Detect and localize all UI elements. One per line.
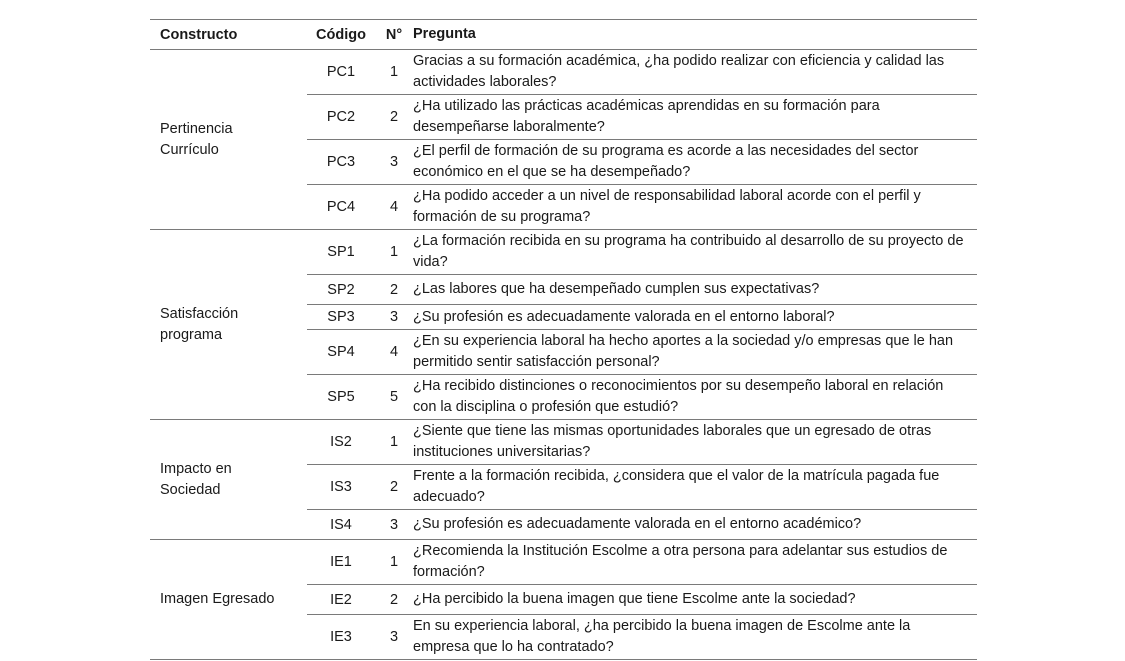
numero-cell: 3 — [375, 305, 413, 330]
pregunta-cell — [413, 585, 977, 615]
pregunta-cell — [413, 50, 977, 95]
codigo-cell: IE3 — [307, 615, 375, 660]
constructo-label: Impacto en Sociedad — [160, 460, 232, 498]
header-row — [150, 20, 977, 50]
codigo-cell: SP1 — [307, 230, 375, 275]
pregunta-cell — [413, 275, 977, 305]
pregunta-cell — [413, 540, 977, 585]
header-numero: N° — [385, 26, 403, 43]
pregunta-cell — [413, 375, 977, 420]
codigo-cell: SP3 — [307, 305, 375, 330]
pregunta-text: ¿Ha podido acceder a un nivel de responsabilidad laboral acorde con el perfil y formación de su programa? — [413, 188, 921, 225]
numero-cell: 5 — [375, 375, 413, 420]
pregunta-text: ¿Siente que tiene las mismas oportunidades laborales que un egresado de otras instituciones universitarias? — [413, 423, 932, 460]
codigo-cell: IE1 — [307, 540, 375, 585]
pregunta-cell — [413, 230, 977, 275]
codigo-cell: SP5 — [307, 375, 375, 420]
codigo-cell: PC3 — [307, 140, 375, 185]
codigo-cell: IS3 — [307, 465, 375, 510]
pregunta-cell — [413, 465, 977, 510]
constructo-cell — [150, 230, 307, 420]
codigo-cell: IE2 — [307, 585, 375, 615]
numero-cell: 4 — [375, 185, 413, 230]
header-constructo: Constructo — [160, 26, 238, 43]
numero-cell: 4 — [375, 330, 413, 375]
pregunta-cell — [413, 305, 977, 330]
constructo-cell — [150, 540, 307, 660]
numero-cell: 2 — [375, 95, 413, 140]
pregunta-text: ¿Ha percibido la buena imagen que tiene Escolme ante la sociedad? — [413, 591, 856, 607]
pregunta-text: Gracias a su formación académica, ¿ha podido realizar con eficiencia y calidad las actividades laborales? — [413, 53, 945, 90]
numero-cell: 1 — [375, 540, 413, 585]
header-pregunta: Pregunta — [413, 26, 476, 42]
pregunta-text: ¿El perfil de formación de su programa es acorde a las necesidades del sector económico en el que se ha desempeñado? — [413, 143, 919, 180]
pregunta-text: ¿Ha recibido distinciones o reconocimientos por su desempeño laboral en relación con la disciplina o profesión que estudió? — [413, 378, 944, 415]
pregunta-cell — [413, 510, 977, 540]
constructo-label: Imagen Egresado — [160, 591, 275, 607]
pregunta-cell — [413, 420, 977, 465]
codigo-cell: PC4 — [307, 185, 375, 230]
numero-cell: 2 — [375, 275, 413, 305]
pregunta-text: En su experiencia laboral, ¿ha percibido la buena imagen de Escolme ante la empresa que lo ha contratado? — [413, 618, 911, 655]
numero-cell: 1 — [375, 50, 413, 95]
pregunta-cell — [413, 140, 977, 185]
codigo-cell: PC1 — [307, 50, 375, 95]
pregunta-text: ¿Las labores que ha desempeñado cumplen sus expectativas? — [413, 281, 820, 297]
pregunta-cell — [413, 95, 977, 140]
codigo-cell: IS2 — [307, 420, 375, 465]
table-row — [150, 230, 977, 275]
constructo-cell — [150, 420, 307, 540]
codigo-cell: PC2 — [307, 95, 375, 140]
constructo-cell — [150, 50, 307, 230]
numero-cell: 3 — [375, 140, 413, 185]
pregunta-text: ¿Su profesión es adecuadamente valorada en el entorno académico? — [413, 516, 862, 532]
pregunta-text: ¿La formación recibida en su programa ha contribuido al desarrollo de su proyecto de vida? — [413, 233, 964, 270]
table-row — [150, 420, 977, 465]
codigo-cell: SP4 — [307, 330, 375, 375]
pregunta-text: ¿Ha utilizado las prácticas académicas aprendidas en su formación para desempeñarse laboralmente? — [413, 98, 880, 135]
pregunta-text: ¿En su experiencia laboral ha hecho aportes a la sociedad y/o empresas que le han permitido sentir satisfacción personal? — [413, 333, 954, 370]
numero-cell: 1 — [375, 230, 413, 275]
questionnaire-table — [150, 19, 977, 660]
pregunta-cell — [413, 185, 977, 230]
constructo-label: Pertinencia Currículo — [160, 120, 233, 158]
table-row — [150, 50, 977, 95]
numero-cell: 3 — [375, 615, 413, 660]
header-codigo: Código — [316, 26, 366, 43]
pregunta-cell — [413, 330, 977, 375]
pregunta-cell — [413, 615, 977, 660]
pregunta-text: Frente a la formación recibida, ¿considera que el valor de la matrícula pagada fue adecuado? — [413, 468, 940, 505]
pregunta-text: ¿Su profesión es adecuadamente valorada en el entorno laboral? — [413, 308, 835, 325]
constructo-label: Satisfacción programa — [160, 305, 239, 343]
numero-cell: 3 — [375, 510, 413, 540]
table-row — [150, 540, 977, 585]
pregunta-text: ¿Recomienda la Institución Escolme a otra persona para adelantar sus estudios de formación? — [413, 543, 948, 580]
codigo-cell: IS4 — [307, 510, 375, 540]
numero-cell: 1 — [375, 420, 413, 465]
numero-cell: 2 — [375, 585, 413, 615]
codigo-cell: SP2 — [307, 275, 375, 305]
numero-cell: 2 — [375, 465, 413, 510]
